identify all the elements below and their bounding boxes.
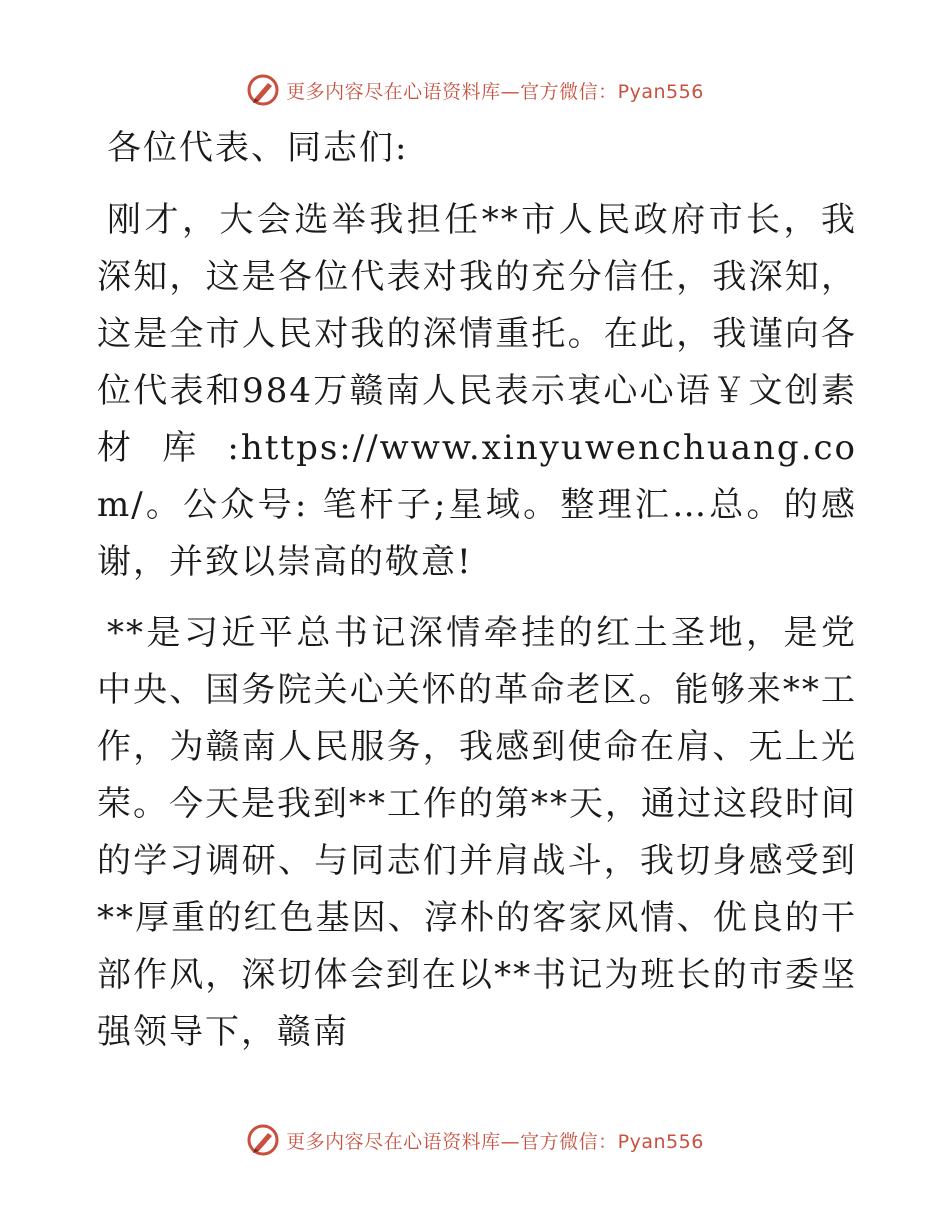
paragraph-1: 刚才，大会选举我担任**市人民政府市长，我深知，这是各位代表对我的充分信任，我深知，这是全市人民对我的深情重托。在此，我谨向各位代表和984万赣南人民表示衷心心语￥文创素材库:https://www.xinyuwenchuang.com/。公众号: 笔杆子;星域。整理汇…总。的感谢，并致以崇高的敬意! bbox=[97, 200, 857, 582]
document-body bbox=[97, 124, 857, 1075]
paragraph-2: **是习近平总书记深情牵挂的红土圣地，是党中央、国务院关心关怀的革命老区。能够来**工作，为赣南人民服务，我感到使命在肩、无上光荣。今天是我到**工作的第**天，通过这段时间的学习调研、与同志们并肩战斗，我切身感受到**厚重的红色基因、淳朴的客家风情、优良的干部作风，深切体会到在以**书记为班长的市委坚强领导下，赣南 bbox=[97, 613, 857, 1052]
footer-watermark bbox=[0, 1120, 950, 1160]
pen-logo-icon bbox=[246, 73, 280, 107]
watermark-text: 更多内容尽在心语资料库—官方微信：Pyan556 bbox=[286, 80, 704, 103]
watermark-text: 更多内容尽在心语资料库—官方微信：Pyan556 bbox=[286, 1130, 704, 1153]
watermark-handle: Pyan556 bbox=[617, 80, 704, 103]
watermark-handle: Pyan556 bbox=[617, 1130, 704, 1153]
pen-logo-icon bbox=[246, 1123, 280, 1157]
header-watermark bbox=[0, 70, 950, 110]
salutation: 各位代表、同志们: bbox=[107, 128, 409, 168]
